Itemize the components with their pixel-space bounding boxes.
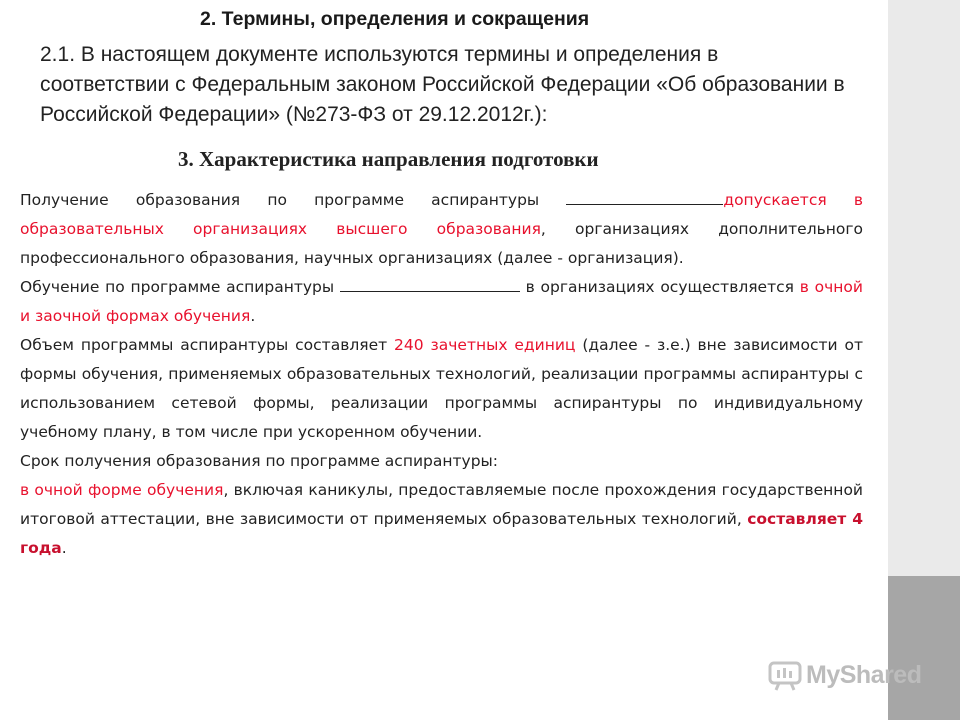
- para2-text-end: .: [250, 307, 256, 325]
- para5-highlight-bold: составляет 4 года: [20, 510, 863, 557]
- paragraph-study-forms: [20, 273, 863, 331]
- para3-highlight: 240 зачетных единиц: [394, 336, 576, 354]
- para2-text-start: Обучение по программе аспирантуры: [20, 278, 340, 296]
- para2-highlight: в очной и заочной формах обучения: [20, 278, 863, 325]
- presentation-board-icon: [768, 658, 802, 692]
- paragraph-duration: [20, 476, 863, 563]
- para5-highlight: в очной форме обучения: [20, 481, 224, 499]
- heading-terms: 2. Термины, определения и сокращения: [200, 8, 590, 30]
- blank-line: [566, 190, 723, 205]
- side-decoration-bar: [888, 0, 960, 720]
- body-text: [20, 186, 863, 563]
- para1-text-end: , организациях дополнительного профессионального образования, научных организациях (далее - организация).: [20, 220, 863, 267]
- myshared-watermark: [768, 657, 928, 693]
- para1-highlight: допускается в образовательных организациях высшего образования: [20, 191, 863, 238]
- para3-text-start: Объем программы аспирантуры составляет: [20, 336, 395, 354]
- heading-characteristics: 3. Характеристика направления подготовки: [178, 147, 599, 171]
- para5-text-middle: , включая каникулы, предоставляемые после прохождения государственной итоговой аттестации, вне зависимости от применяемых образовательных технологий,: [20, 481, 863, 528]
- para5-text-end: .: [61, 539, 67, 557]
- section-2-1-text: 2.1. В настоящем документе используются термины и определения в соответствии с Федеральным законом Российской Федерации «Об образовании в Российской Федерации» (№273-ФЗ от 29.12.2012г.):: [40, 43, 845, 126]
- para1-text-start: Получение образования по программе аспирантуры: [20, 191, 567, 209]
- para2-text-middle: в организациях осуществляется: [519, 278, 800, 296]
- paragraph-program-volume: [20, 331, 863, 447]
- para3-text-end: (далее - з.е.) вне зависимости от формы обучения, применяемых образовательных технологий, реализации программы аспирантуры с использованием сетевой формы, реализации программы аспирантуры по индивидуальному учебному плану, в том числе при ускоренном обучении.: [20, 336, 863, 441]
- watermark-text: MyShared: [806, 660, 922, 689]
- side-decoration-dark-block: [888, 576, 960, 720]
- paragraph-education: [20, 186, 863, 273]
- paragraph-duration-intro: Срок получения образования по программе аспирантуры:: [20, 452, 499, 470]
- blank-line: [340, 277, 520, 292]
